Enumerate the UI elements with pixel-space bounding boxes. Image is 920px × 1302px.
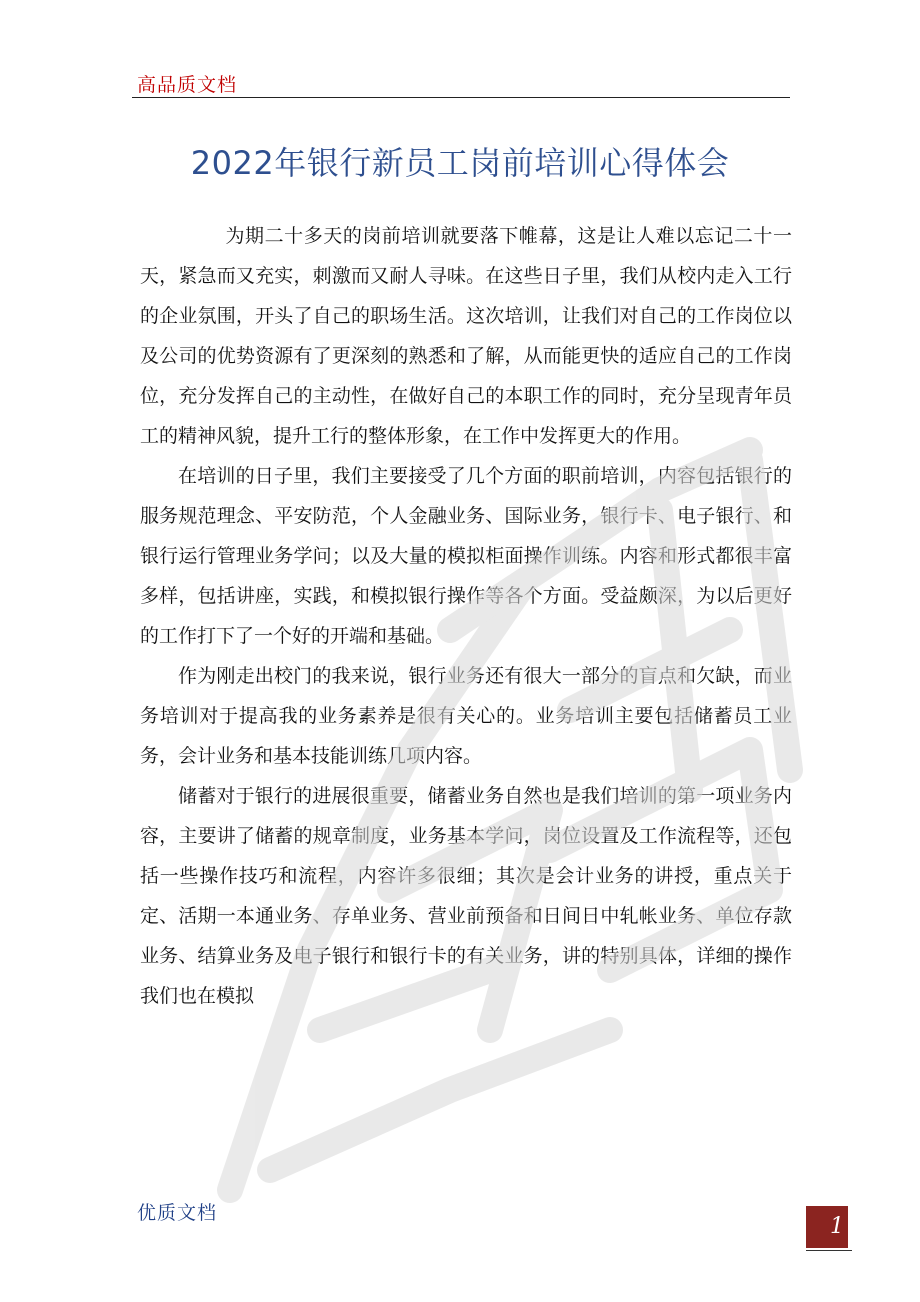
page-number: 1 — [830, 1214, 844, 1239]
paragraph-2: 在培训的日子里，我们主要接受了几个方面的职前培训，内容包括银行的服务规范理念、平安防范，个人金融业务、国际业务，银行卡、电子银行、和银行运行管理业务学问；以及大量的模拟柜面操作训练。内容和形式都很丰富多样，包括讲座，实践，和模拟银行操作等各个方面。受益颇深，为以后更好的工作打下了一个好的开端和基础。 — [140, 465, 792, 647]
document-title: 2022年银行新员工岗前培训心得体会 — [190, 144, 730, 182]
paragraph-3: 作为刚走出校门的我来说，银行业务还有很大一部分的盲点和欠缺，而业务培训对于提高我的业务素养是很有关心的。业务培训主要包括储蓄员工业务，会计业务和基本技能训练几项内容。 — [140, 665, 792, 767]
page-number-underline — [806, 1250, 852, 1251]
document-body — [140, 216, 792, 1016]
header-divider — [132, 97, 790, 98]
paragraph-1: 为期二十多天的岗前培训就要落下帷幕，这是让人难以忘记二十一天，紧急而又充实，刺激而又耐人寻味。在这些日子里，我们从校内走入工行的企业氛围，开头了自己的职场生活。这次培训，让我们对自己的工作岗位以及公司的优势资源有了更深刻的熟悉和了解，从而能更快的适应自己的工作岗位，充分发挥自己的主动性，在做好自己的本职工作的同时，充分呈现青年员工的精神风貌，提升工行的整体形象，在工作中发挥更大的作用。 — [140, 225, 792, 447]
footer-label: 优质文档 — [137, 1202, 218, 1224]
page-number-badge — [806, 1206, 848, 1248]
header-label: 高品质文档 — [137, 74, 238, 96]
paragraph-4: 储蓄对于银行的进展很重要，储蓄业务自然也是我们培训的第一项业务内容，主要讲了储蓄的规章制度，业务基本学问，岗位设置及工作流程等，还包括一些操作技巧和流程，内容许多很细；其次是会计业务的讲授，重点关于定、活期一本通业务、存单业务、营业前预备和日间日中轧帐业务、单位存款业务、结算业务及电子银行和银行卡的有关业务，讲的特别具体，详细的操作我们也在模拟 — [140, 785, 792, 1007]
